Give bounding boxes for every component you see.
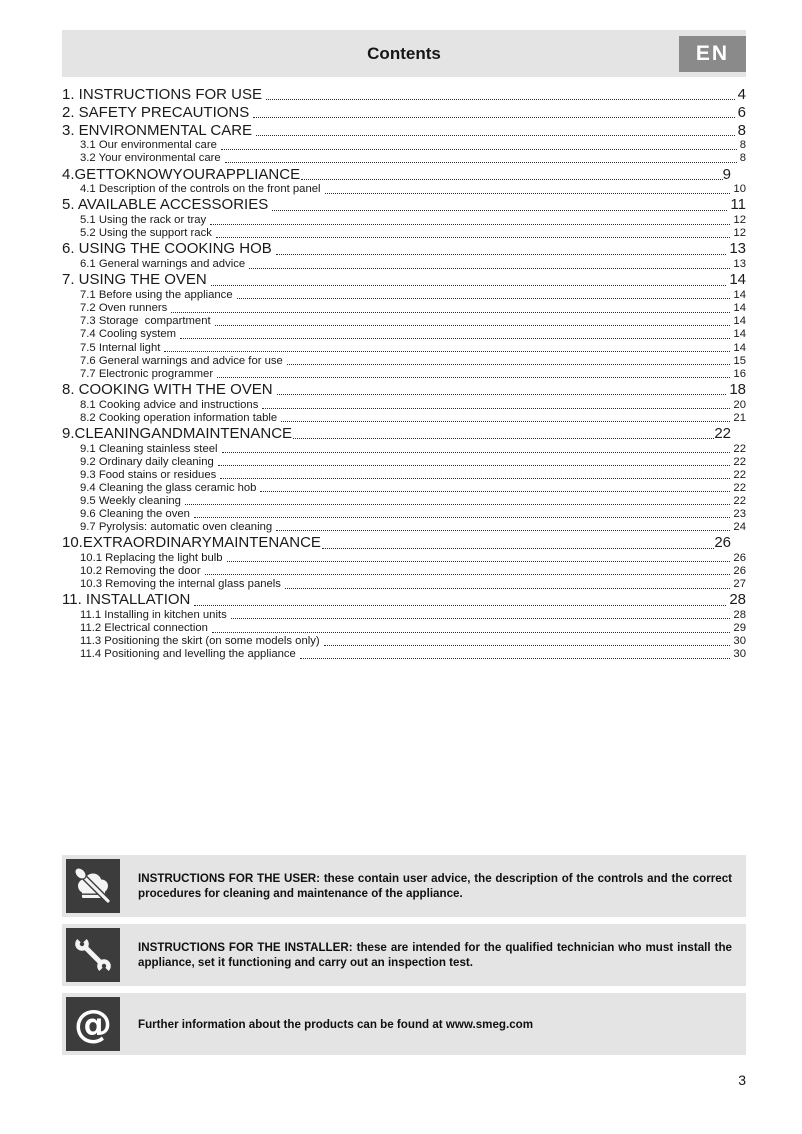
toc-leader-dots [253, 104, 734, 118]
toc-page-number: 22 [714, 424, 731, 442]
toc-page-number: 13 [729, 240, 746, 258]
toc-entry [62, 196, 746, 214]
note-instructions-for-installer [62, 924, 746, 986]
toc-entry-label: 7. USING THE OVEN [62, 271, 207, 289]
toc-page-number: 24 [733, 521, 746, 534]
toc-leader-dots [222, 443, 731, 453]
toc-page-number: 11 [730, 196, 746, 214]
toc-entry [62, 86, 746, 104]
toc-page-number: 14 [733, 302, 746, 315]
toc-leader-dots [210, 214, 730, 224]
toc-entry-label: 11. INSTALLATION [62, 591, 191, 609]
toc-page-number: 30 [733, 635, 746, 648]
toc-entry-label: 10.EXTRAORDINARYMAINTENANCE [62, 534, 321, 552]
toc-entry-label: 9.7 Pyrolysis: automatic oven cleaning [80, 521, 273, 534]
toc-subentry [62, 521, 746, 534]
note-text: INSTRUCTIONS FOR THE USER: these contain user advice, the description of the controls and the correct procedures for cleaning and maintenance of the appliance. [138, 871, 732, 901]
toc-entry-label: 10.3 Removing the internal glass panels [80, 578, 281, 591]
toc-entry [62, 271, 746, 289]
toc-subentry [62, 227, 746, 240]
toc-page-number: 14 [733, 315, 746, 328]
toc-subentry [62, 214, 746, 227]
toc-subentry [62, 139, 746, 152]
toc-entry [62, 104, 746, 122]
toc-leader-dots [301, 166, 723, 180]
toc-entry-label: 6. USING THE COOKING HOB [62, 240, 272, 258]
toc-subentry [62, 578, 746, 591]
toc-entry-label: 7.3 Storage compartment [80, 315, 211, 328]
toc-page-number: 29 [733, 622, 746, 635]
note-text: INSTRUCTIONS FOR THE INSTALLER: these are intended for the qualified technician who must install the appliance, set it functioning and carry out an inspection test. [138, 940, 732, 970]
toc-entry-label: 10.1 Replacing the light bulb [80, 552, 223, 565]
toc-entry [62, 425, 746, 443]
toc-entry-label: 7.5 Internal light [80, 341, 161, 354]
toc-leader-dots [217, 368, 730, 378]
toc-subentry [62, 355, 746, 368]
toc-subentry [62, 508, 746, 521]
wrench-and-screwdriver-icon [66, 928, 120, 982]
toc-page-number: 21 [733, 411, 746, 424]
at-glyph: @ [74, 1002, 112, 1047]
toc-entry-label: 5.2 Using the support rack [80, 227, 212, 240]
toc-entry-label: 8.1 Cooking advice and instructions [80, 398, 259, 411]
toc-leader-dots [211, 271, 727, 285]
toc-entry-label: 9.CLEANINGANDMAINTENANCE [62, 424, 293, 442]
toc-leader-dots [164, 342, 730, 352]
toc-entry-label: 7.7 Electronic programmer [80, 367, 214, 380]
toc-entry-label: 4.GETTOKNOWYOURAPPLIANCE [62, 165, 301, 183]
toc-entry-label: 6.1 General warnings and advice [80, 258, 246, 271]
toc-subentry [62, 469, 746, 482]
toc-leader-dots [216, 227, 731, 237]
toc-page-number: 14 [733, 289, 746, 302]
toc-entry-label: 3.2 Your environmental care [80, 152, 221, 165]
toc-leader-dots [276, 521, 730, 531]
toc-subentry [62, 565, 746, 578]
toc-subentry [62, 183, 746, 196]
toc-page-number: 10 [733, 183, 746, 196]
toc-page-number: 12 [733, 214, 746, 227]
toc-leader-dots [325, 183, 731, 193]
toc-entry-label: 2. SAFETY PRECAUTIONS [62, 103, 250, 121]
toc-entry-label: 9.6 Cleaning the oven [80, 508, 190, 521]
toc-entry [62, 166, 746, 184]
toc-entry-label: 11.1 Installing in kitchen units [80, 609, 227, 622]
table-of-contents [62, 86, 746, 661]
toc-page-number: 22 [733, 468, 746, 481]
toc-page-number: 27 [733, 578, 746, 591]
toc-subentry [62, 399, 746, 412]
toc-page-number: 14 [733, 341, 746, 354]
toc-page-number: 22 [733, 494, 746, 507]
toc-subentry [62, 648, 746, 661]
toc-leader-dots [256, 122, 735, 136]
toc-page-number: 14 [729, 271, 746, 289]
toc-leader-dots [227, 552, 731, 562]
toc-entry-label: 5.1 Using the rack or tray [80, 214, 207, 227]
toc-leader-dots [281, 412, 730, 422]
toc-page-number: 23 [733, 508, 746, 521]
page-title: Contents [367, 44, 441, 63]
toc-entry-label: 5. AVAILABLE ACCESSORIES [62, 196, 269, 214]
toc-entry-label: 7.4 Cooling system [80, 328, 177, 341]
toc-leader-dots [277, 381, 727, 395]
toc-leader-dots [205, 565, 731, 575]
toc-leader-dots [220, 469, 730, 479]
toc-page-number: 8 [737, 121, 746, 139]
chef-hat-and-spoon-icon [66, 859, 120, 913]
toc-leader-dots [276, 240, 727, 254]
toc-subentry [62, 368, 746, 381]
note-further-information [62, 993, 746, 1055]
toc-entry-label: 10.2 Removing the door [80, 565, 201, 578]
toc-leader-dots [231, 609, 731, 619]
toc-leader-dots [218, 456, 731, 466]
toc-page-number: 20 [733, 398, 746, 411]
toc-subentry [62, 622, 746, 635]
toc-entry-label: 9.4 Cleaning the glass ceramic hob [80, 481, 257, 494]
toc-entry-label: 7.1 Before using the appliance [80, 289, 233, 302]
toc-subentry [62, 635, 746, 648]
toc-leader-dots [287, 355, 731, 365]
language-badge: EN [679, 36, 746, 72]
toc-leader-dots [194, 591, 726, 605]
toc-entry-label: 9.5 Weekly cleaning [80, 494, 181, 507]
toc-entry [62, 122, 746, 140]
toc-page-number: 8 [739, 152, 746, 165]
toc-subentry [62, 552, 746, 565]
toc-entry [62, 381, 746, 399]
toc-leader-dots [171, 302, 730, 312]
toc-entry-label: 11.4 Positioning and levelling the appliance [80, 648, 296, 661]
toc-leader-dots [260, 482, 730, 492]
toc-subentry [62, 258, 746, 271]
toc-page-number: 4 [737, 86, 746, 103]
toc-leader-dots [285, 578, 730, 588]
toc-leader-dots [262, 399, 730, 409]
toc-subentry [62, 609, 746, 622]
toc-entry-label: 11.2 Electrical connection [80, 622, 208, 635]
note-text: Further information about the products can be found at www.smeg.com [138, 1017, 534, 1031]
toc-leader-dots [266, 86, 735, 100]
toc-leader-dots [237, 289, 731, 299]
toc-leader-dots [194, 508, 731, 518]
toc-page-number: 6 [737, 103, 746, 121]
toc-entry-label: 3. ENVIRONMENTAL CARE [62, 121, 253, 139]
toc-entry [62, 591, 746, 609]
toc-entry-label: 7.6 General warnings and advice for use [80, 354, 283, 367]
header-bar [62, 30, 746, 77]
toc-leader-dots [185, 495, 731, 505]
toc-page-number: 22 [733, 481, 746, 494]
toc-entry-label: 9.3 Food stains or residues [80, 468, 217, 481]
info-notes [62, 855, 746, 1055]
toc-leader-dots [225, 152, 737, 162]
toc-page-number: 12 [733, 227, 746, 240]
toc-subentry [62, 412, 746, 425]
toc-page-number: 15 [733, 354, 746, 367]
toc-page-number: 26 [714, 534, 731, 552]
toc-leader-dots [300, 648, 731, 658]
at-sign-icon [66, 997, 120, 1051]
toc-page-number: 26 [733, 565, 746, 578]
toc-page-number: 16 [733, 367, 746, 380]
toc-entry-label: 3.1 Our environmental care [80, 139, 217, 152]
toc-leader-dots [212, 622, 731, 632]
toc-subentry [62, 443, 746, 456]
toc-subentry [62, 328, 746, 341]
toc-entry [62, 534, 746, 552]
toc-page-number: 9 [722, 165, 731, 183]
toc-leader-dots [180, 328, 730, 338]
toc-page-number: 8 [739, 139, 746, 152]
toc-page-number: 28 [733, 609, 746, 622]
toc-entry-label: 4.1 Description of the controls on the front panel [80, 183, 321, 196]
toc-subentry [62, 482, 746, 495]
toc-subentry [62, 495, 746, 508]
toc-leader-dots [324, 635, 731, 645]
toc-page-number: 18 [729, 380, 746, 398]
toc-leader-dots [215, 315, 731, 325]
toc-entry-label: 8.2 Cooking operation information table [80, 411, 278, 424]
toc-subentry [62, 302, 746, 315]
toc-leader-dots [293, 425, 714, 439]
toc-leader-dots [221, 139, 737, 149]
toc-subentry [62, 342, 746, 355]
toc-page-number: 14 [733, 328, 746, 341]
toc-page-number: 26 [733, 552, 746, 565]
page-number: 3 [738, 1072, 746, 1089]
toc-subentry [62, 315, 746, 328]
toc-entry-label: 7.2 Oven runners [80, 302, 168, 315]
note-instructions-for-user [62, 855, 746, 917]
toc-entry-label: 9.1 Cleaning stainless steel [80, 442, 218, 455]
toc-page-number: 22 [733, 455, 746, 468]
toc-page-number: 28 [729, 591, 746, 609]
toc-page-number: 13 [733, 258, 746, 271]
toc-entry-label: 11.3 Positioning the skirt (on some models only) [80, 635, 320, 648]
toc-leader-dots [272, 196, 727, 210]
toc-subentry [62, 152, 746, 165]
toc-entry-label: 1. INSTRUCTIONS FOR USE [62, 86, 263, 103]
toc-leader-dots [249, 258, 730, 268]
toc-subentry [62, 456, 746, 469]
toc-page-number: 30 [733, 648, 746, 661]
toc-leader-dots [322, 534, 714, 548]
toc-entry [62, 240, 746, 258]
toc-subentry [62, 289, 746, 302]
toc-entry-label: 8. COOKING WITH THE OVEN [62, 380, 273, 398]
toc-page-number: 22 [733, 442, 746, 455]
toc-entry-label: 9.2 Ordinary daily cleaning [80, 455, 214, 468]
